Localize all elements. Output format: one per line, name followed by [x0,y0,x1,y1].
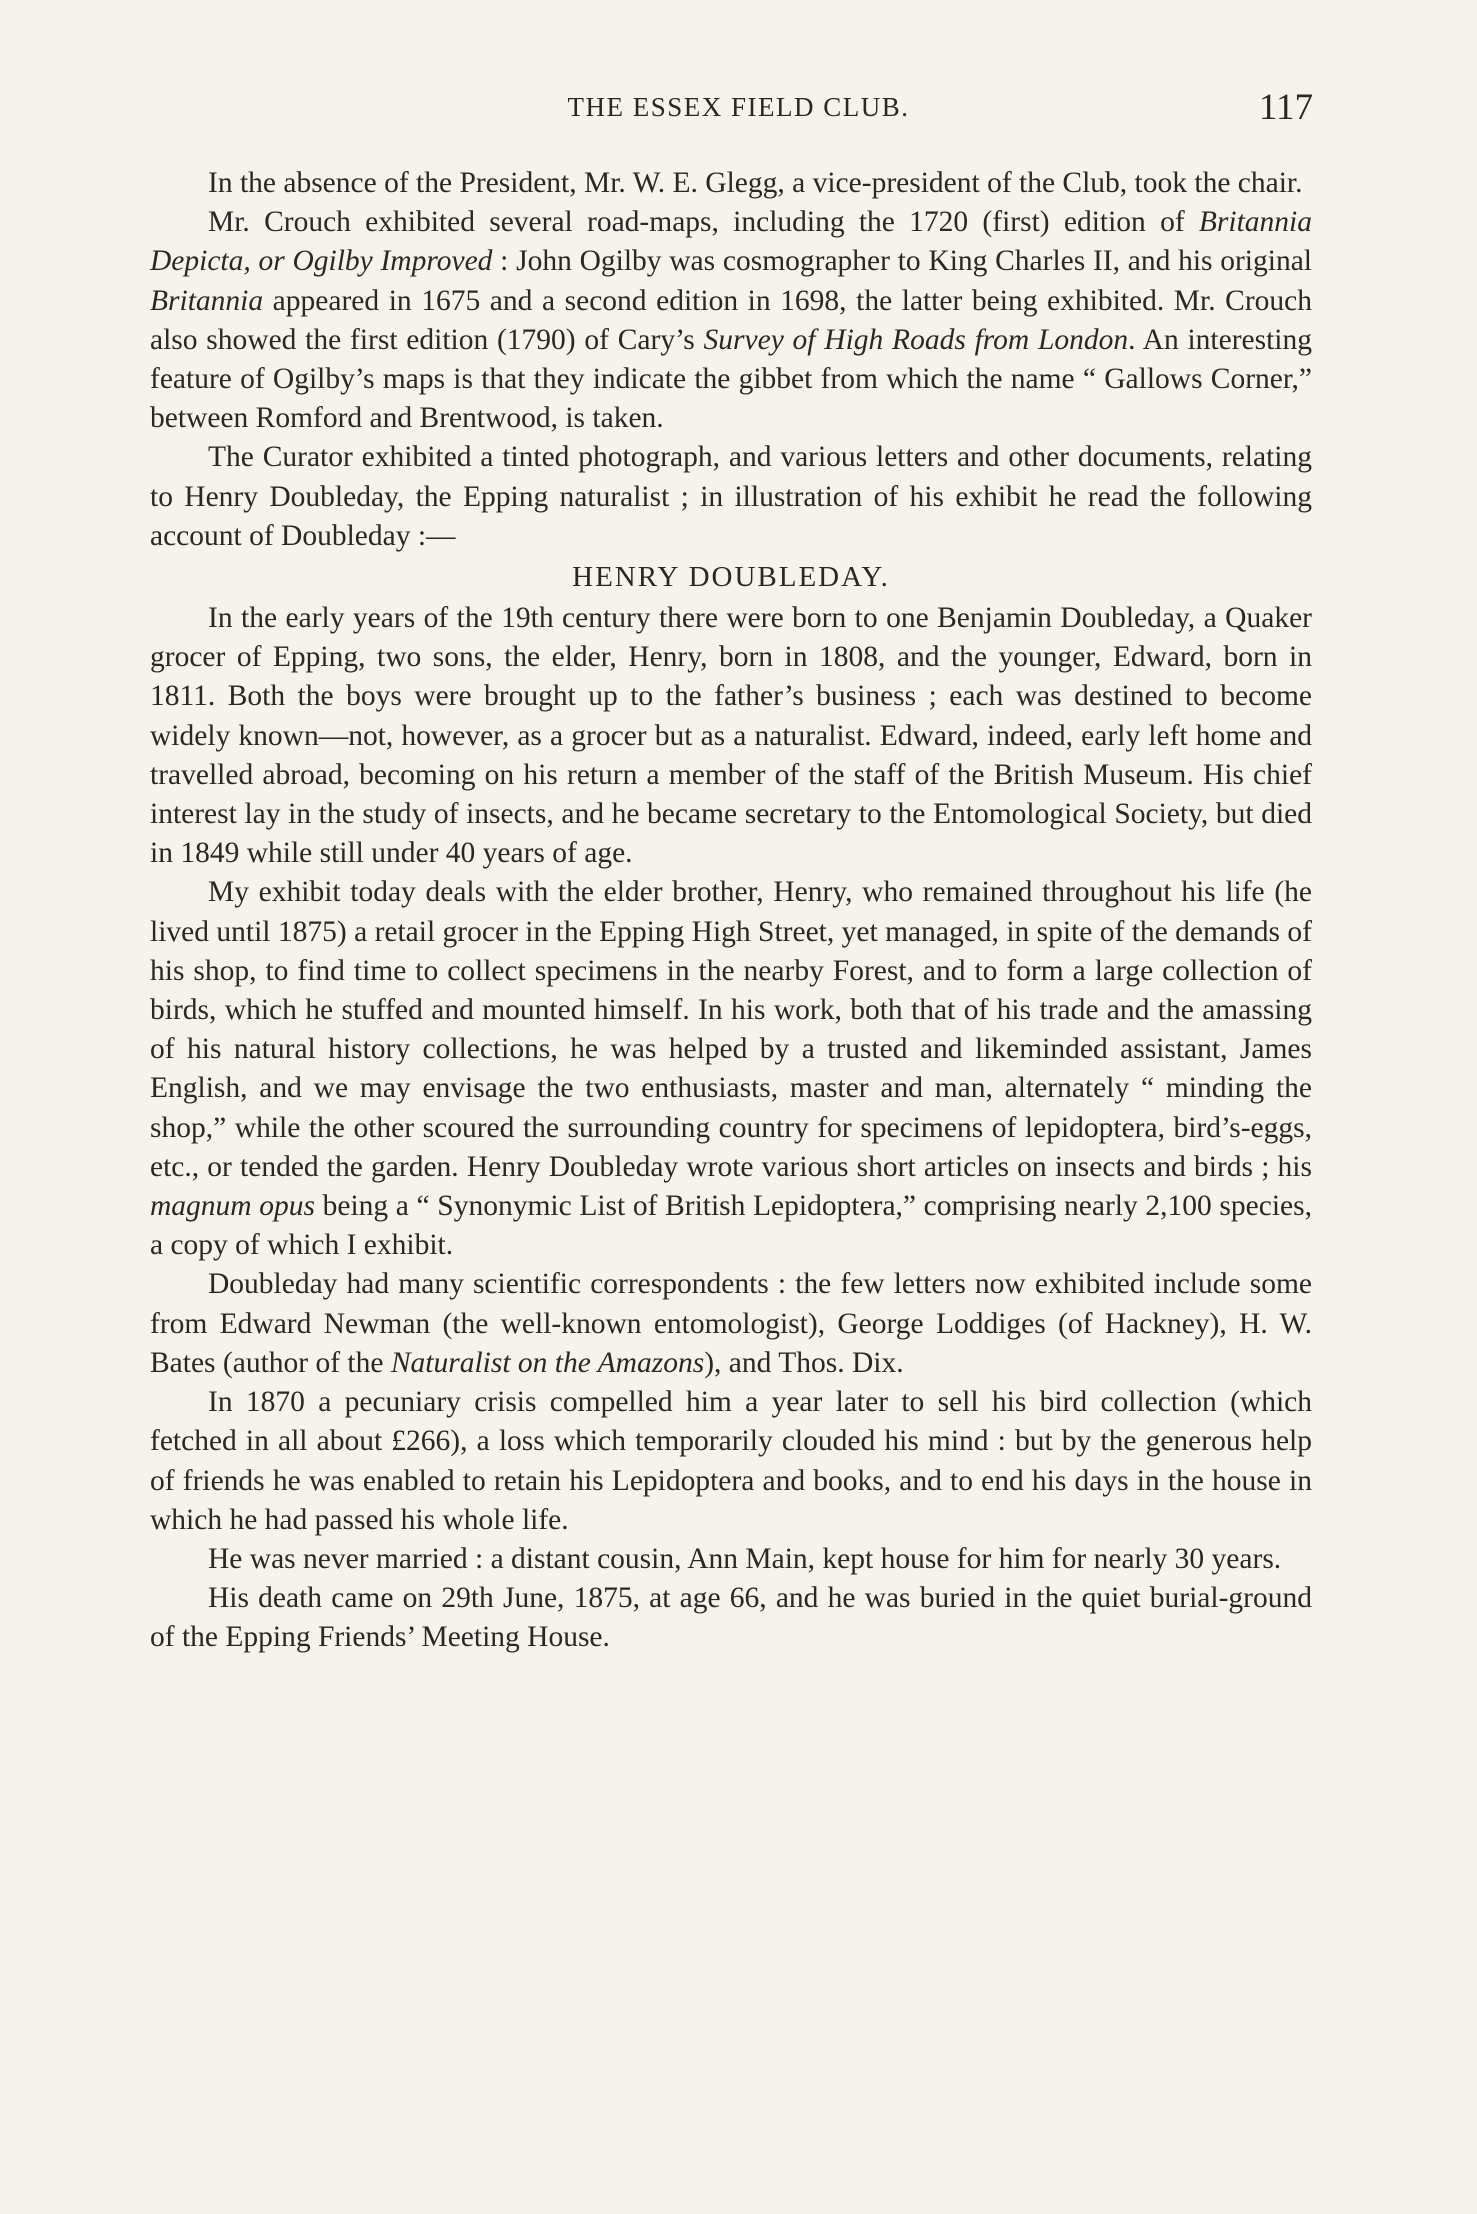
paragraph-pecuniary-crisis: In 1870 a pecuniary crisis compelled him a year later to sell his bird collection (which fetched in all about £266), a loss which temporarily clouded his mind : but by the generous help of friends he was enabled to retain his Lepidoptera and books, and to end his days in the house in which he had passed his whole life. [150,1386,1312,1536]
body-text [150,164,1312,1658]
book-title-britannia: Britannia [150,284,264,317]
book-title-survey-high-roads: Survey of High Roads from London [703,323,1129,356]
paragraph-correspondents: Doubleday had many scientific correspondents : the few letters now exhibited include some from Edward Newman (the well-known entomologist), George Loddiges (of Hackney), H. W. Bates (author of the Naturalist on the Amazons), and Thos. Dix. [150,1268,1312,1379]
paragraph-road-maps: Mr. Crouch exhibited several road-maps, including the 1720 (first) edition of Britannia Depicta, or Ogilby Improved : John Ogilby was cosmographer to King Charles II, and his original Britannia appeared in 1675 and a second edition in 1698, the latter being exhibited. Mr. Crouch also showed the first edition (1790) of Cary’s Survey of High Roads from London. An interesting feature of Ogilby’s maps is that they indicate the gibbet from which the name “ Gallows Corner,” between Romford and Brentwood, is taken. [150,206,1312,435]
page-number: 117 [1258,87,1313,128]
book-title-britannia-depicta: Britannia Depicta, or Ogilby Improved [150,206,1312,278]
section-heading: HENRY DOUBLEDAY. [572,561,890,594]
paragraph-never-married: He was never married : a distant cousin, Ann Main, kept house for him for nearly 30 years. [208,1542,1282,1575]
paragraph-chair: In the absence of the President, Mr. W. E. Glegg, a vice-president of the Club, took the chair. [208,167,1303,199]
book-title-naturalist-amazons: Naturalist on the Amazons [390,1346,705,1379]
paragraph-elder-brother: My exhibit today deals with the elder brother, Henry, who remained throughout his life (he lived until 1875) a retail grocer in the Epping High Street, yet managed, in spite of the demands of his shop, to find time to collect specimens in the nearby Forest, and to form a large collection of birds, which he stuffed and mounted himself. In his work, both that of his trade and the amassing of his natural history collections, he was helped by a trusted and likeminded assistant, James English, and we may envisage the two enthusiasts, master and man, alternately “ minding the shop,” while the other scoured the surrounding country for specimens of lepidoptera, bird’s-eggs, etc., or tended the garden. Henry Doubleday wrote various short articles on insects and birds ; his magnum opus being a “ Synonymic List of British Lepidoptera,” comprising nearly 2,100 species, a copy of which I exhibit. [150,876,1312,1262]
paragraph-curator: The Curator exhibited a tinted photograph, and various letters and other documents, relating to Henry Doubleday, the Epping naturalist ; in illustration of his exhibit he read the following account of Doubleday :— [150,441,1312,552]
paragraph-death: His death came on 29th June, 1875, at age 66, and he was buried in the quiet burial-ground of the Epping Friends’ Meeting House. [150,1582,1312,1654]
running-head-title: THE ESSEX FIELD CLUB. [567,92,910,122]
running-head [0,88,1477,138]
paragraph-early-years: In the early years of the 19th century there were born to one Benjamin Doubleday, a Quaker grocer of Epping, two sons, the elder, Henry, born in 1808, and the younger, Edward, born in 1811. Both the boys were brought up to the father’s business ; each was destined to become widely known—not, however, as a grocer but as a naturalist. Edward, indeed, early left home and travelled abroad, becoming on his return a member of the staff of the British Museum. His chief interest lay in the study of insects, and he became secretary to the Entomological Society, but died in 1849 while still under 40 years of age. [150,602,1312,870]
italic-magnum-opus: magnum opus [150,1190,315,1223]
